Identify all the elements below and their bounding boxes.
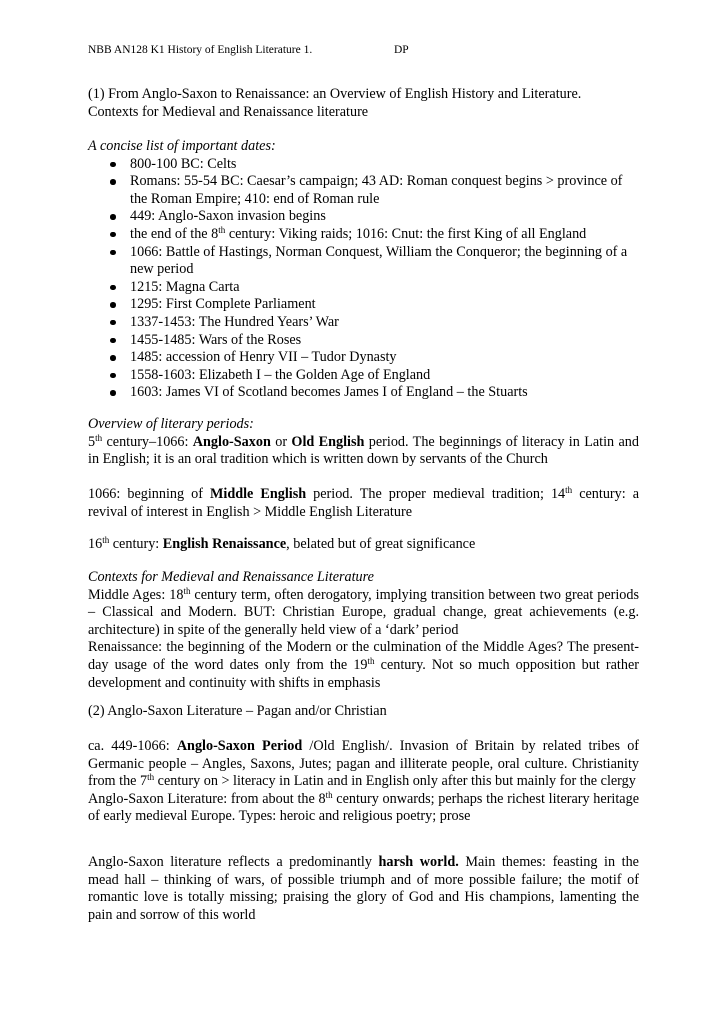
bullet-icon: [110, 214, 116, 220]
list-item: 1603: James VI of Scotland becomes James I of England – the Stuarts: [88, 384, 639, 402]
section-title-line1: (1) From Anglo-Saxon to Renaissance: an Overview of English History and Literature.: [88, 86, 582, 102]
middle-ages-paragraph: Middle Ages: 18th century term, often derogatory, implying transition between two great periods – Classical and Modern. BUT: Christian Europe, gradual change, great achievements (e.g. architecture) in spite of the generally held view of a ‘dark’ period: [88, 585, 639, 638]
bullet-icon: [110, 302, 116, 308]
periods-middle-english-paragraph: 1066: beginning of Middle English period. The proper medieval tradition; 14th century: a revival of interest in English > Middle English Literature: [88, 485, 639, 520]
list-item: Romans: 55-54 BC: Caesar’s campaign; 43 AD: Roman conquest begins > province of the Roman Empire; 410: end of Roman rule: [88, 173, 639, 208]
periods-anglo-saxon-paragraph: 5th century–1066: Anglo-Saxon or Old English period. The beginnings of literacy in Latin and in English; it is an oral tradition which is written down by servants of the Church: [88, 432, 639, 468]
list-item: 1455-1485: Wars of the Roses: [88, 332, 639, 350]
bullet-icon: [110, 179, 116, 185]
list-item: 1066: Battle of Hastings, Norman Conquest, William the Conqueror; the beginning of a new period: [88, 244, 639, 279]
bullet-icon: [110, 373, 116, 379]
list-item: 1295: First Complete Parliament: [88, 296, 639, 314]
dates-heading: A concise list of important dates:: [88, 138, 276, 154]
dates-list: [88, 156, 639, 402]
bullet-icon: [110, 355, 116, 361]
contexts-heading: Contexts for Medieval and Renaissance Literature: [88, 569, 374, 585]
anglo-saxon-section: [88, 738, 639, 826]
header-course: NBB AN128 K1 History of English Literature 1.: [88, 44, 313, 56]
list-item: 800-100 BC: Celts: [88, 156, 639, 174]
bullet-icon: [110, 250, 116, 256]
anglo-saxon-period-paragraph: ca. 449-1066: Anglo-Saxon Period /Old English/. Invasion of Britain by related tribes of Germanic people – Angles, Saxons, Jutes; pagan and illiterate people, oral culture. Christianity from the 7th century on > literacy in Latin and in English only after this but mainly for the clergy: [88, 738, 640, 790]
page-header: [88, 44, 409, 57]
anglo-saxon-literature-paragraph: Anglo-Saxon Literature: from about the 8th century onwards; perhaps the richest literary heritage of early medieval Europe. Types: heroic and religious poetry; prose: [88, 789, 639, 825]
renaissance-paragraph: Renaissance: the beginning of the Modern or the culmination of the Middle Ages? The present-day usage of the word dates only from the 19th century. Not so much opposition but rather development and continuity with shifts in emphasis: [88, 639, 639, 691]
bullet-icon: [110, 162, 116, 168]
list-item: 1337-1453: The Hundred Years’ War: [88, 314, 639, 332]
bullet-icon: [110, 232, 116, 238]
bullet-icon: [110, 285, 116, 291]
list-item: 1215: Magna Carta: [88, 279, 639, 297]
list-item: 1558-1603: Elizabeth I – the Golden Age of England: [88, 367, 639, 385]
periods-heading: Overview of literary periods:: [88, 416, 254, 432]
dates-section: [88, 138, 639, 402]
list-item: the end of the 8th century: Viking raids; 1016: Cnut: the first King of all England: [88, 226, 639, 244]
section-title: [88, 86, 639, 121]
list-item: 1485: accession of Henry VII – Tudor Dynasty: [88, 349, 639, 367]
bullet-icon: [110, 390, 116, 396]
list-item: 449: Anglo-Saxon invasion begins: [88, 208, 639, 226]
bullet-icon: [110, 338, 116, 344]
bullet-icon: [110, 320, 116, 326]
harsh-world-paragraph: Anglo-Saxon literature reflects a predominantly harsh world. Main themes: feasting in the mead hall – thinking of wars, of possible triumph and of more possible failure; the motif of romantic love is totally missing; praising the glory of God and His champions, lamenting the pain and sorrow of this world: [88, 854, 639, 923]
periods-renaissance-paragraph: 16th century: English Renaissance, belated but of great significance: [88, 535, 476, 552]
header-initials: DP: [394, 44, 409, 56]
anglo-saxon-heading: (2) Anglo-Saxon Literature – Pagan and/or Christian: [88, 703, 387, 719]
contexts-section: [88, 569, 639, 692]
periods-section: [88, 416, 639, 469]
section-title-line2: Contexts for Medieval and Renaissance literature: [88, 103, 369, 120]
